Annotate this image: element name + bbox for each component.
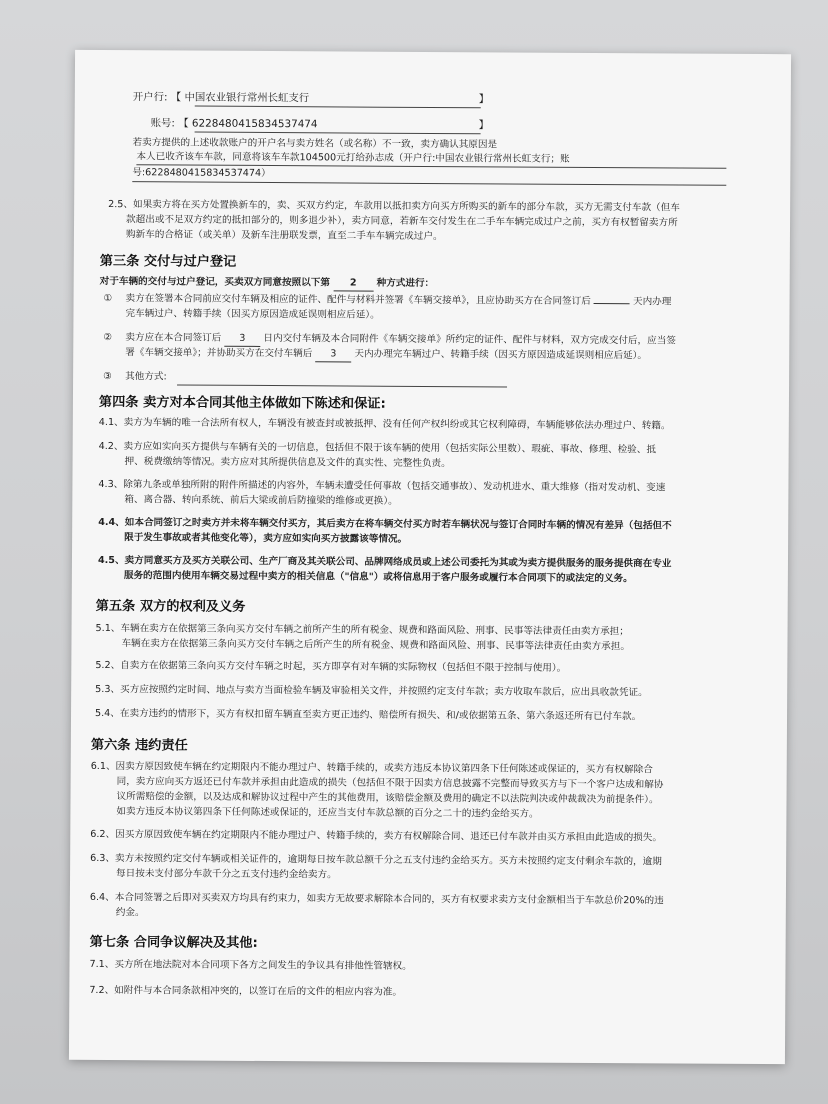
section-3-intro	[100, 275, 435, 292]
bank-note-underline-2	[132, 181, 726, 186]
section-3-intro-a: 对于车辆的交付与过户登记，买卖双方同意按照以下第	[99, 275, 330, 289]
option-2-transfer-days: 3	[315, 347, 351, 362]
option-2-text-c: 署《车辆交接单》；并协助买方在交付车辆后	[125, 347, 313, 360]
option-2-line-2	[125, 346, 647, 364]
section-3-heading: 第三条 交付与过户登记	[99, 253, 237, 270]
option-3-blank	[177, 384, 507, 387]
clause-5-2: 5.2、自卖方在依据第三条向买方交付车辆之时起，买方即享有对车辆的实际物权（包括但不限于控制与使用）。	[95, 659, 567, 674]
clause-6-1-line-4: 如卖方违反本协议第四条下任何陈述或保证的，还应当支付车款总额的百分之二十的违约金给买方。	[116, 806, 539, 820]
bank-note-1: 若卖方提供的上述收款账户的开户名与卖方姓名（或名称）不一致，卖方确认其原因是	[132, 137, 498, 151]
clause-6-1-line-3: 议所需赔偿的金额，以及达成和解协议过程中产生的其他费用，该赔偿金额及费用的确定不以法院判决或仲裁裁决为前提条件）。	[116, 791, 659, 806]
clause-7-1: 7.1、买方所在地法院对本合同项下各方之间发生的争议具有排他性管辖权。	[89, 958, 412, 972]
bank-account-line	[151, 116, 318, 131]
clause-4-3-line-1: 4.3、除第九条或单独所附的附件所描述的内容外，车辆未遭受任何事故（包括交通事故）、发动机进水、重大维修（指对发动机、变速	[98, 478, 666, 494]
option-2-text-b: 日内交付车辆及本合同附件《车辆交接单》所约定的证件、配件与材料，双方完成交付后，应当签	[263, 332, 676, 347]
bank-branch-line	[133, 90, 309, 105]
option-1-text-b: 天内办理	[632, 296, 672, 308]
bank-branch-close: 】	[478, 93, 490, 106]
option-2-text-a: 卖方应在本合同签订后	[125, 332, 222, 344]
clause-5-3: 5.3、买方应按照约定时间、地点与卖方当面检验车辆及审验相关文件，并按照约定支付车款；卖方收取车款后，应出具收款凭证。	[95, 683, 648, 699]
clause-4-4-line-2: 限于发生事故或者其他变化等），卖方应如实向买方披露该等情况。	[124, 532, 408, 545]
clause-6-1-line-2: 同，卖方应向买方返还已付车款并承担由此造成的损失（包括但不限于因卖方信息披露不完整而导致买方与下一个客户达成和解协	[116, 776, 664, 791]
option-1-mark: ①	[103, 293, 113, 305]
section-3-intro-b: 种方式进行：	[376, 277, 435, 290]
clause-4-1: 4.1、卖方为车辆的唯一合法所有权人，车辆没有被查封或被抵押、没有任何产权纠纷或其它权利障碍，车辆能够依法办理过户、转籍。	[98, 416, 671, 432]
bank-note-2: 本人已收齐该车车款，同意将该车车款104500元打给孙志成（开户行:中国农业银行常州长虹支行；账	[136, 151, 570, 165]
contract-page	[69, 50, 791, 1064]
clause-4-2-line-2: 押、税费缴纳等情况。卖方应对其所提供信息及文件的真实性、完整性负责。	[124, 456, 451, 470]
clause-6-4-line-1: 6.4、本合同签署之后即对买卖双方均具有约束力，如卖方无故要求解除本合同的，买方有权要求卖方支付金额相当于车款总价20%的违	[89, 891, 664, 907]
clause-2-5-line-3: 购新车的合格证（或关单）及新车注册联发票，直至二手车车辆完成过户。	[125, 229, 443, 243]
clause-4-2-line-1: 4.2、卖方应如实向买方提供与车辆有关的一切信息，包括但不限于该车辆的使用（包括实际公里数）、瑕疵、事故、修理、检验、抵	[98, 440, 657, 456]
option-2-delivery-days: 3	[224, 332, 260, 347]
section-7-heading: 第七条 合同争议解决及其他:	[89, 934, 258, 951]
clause-4-5-line-1: 4.5、卖方同意买方及买方关联公司、生产厂商及其关联公司、品牌网络成员或上述公司委托为其或为卖方提供服务的服务提供商在专业	[97, 554, 672, 570]
option-2-mark: ②	[103, 332, 112, 344]
bank-account-close: 】	[478, 119, 490, 132]
clause-4-4-line-1: 4.4、如本合同签订之时卖方并未将车辆交付买方，其后卖方在将车辆交付买方时若车辆状况与签订合同时车辆的情况有差异（包括但不	[98, 516, 672, 532]
clause-2-5-line-2: 款超出或不足双方约定的抵扣部分的，则多退少补），卖方同意，若新车交付发生在二手车车辆完成过户之前，买方有权暂留卖方所	[126, 214, 678, 229]
bank-account-label: 账号: 【	[150, 117, 189, 130]
section-5-heading: 第五条 双方的权利及义务	[95, 598, 246, 615]
clause-7-2: 7.2、如附件与本合同条款相冲突的，以签订在后的文件的相应内容为准。	[89, 984, 403, 998]
section-6-heading: 第六条 违约责任	[90, 737, 188, 754]
bank-account-underline	[195, 132, 481, 135]
section-3-method-number: 2	[333, 276, 373, 291]
option-1-text-a: 卖方在签署本合同前应交付车辆及相应的证件、配件与材料并签署《车辆交接单》，且应协助买方在合同签订后	[125, 293, 591, 307]
bank-branch-label: 开户行: 【	[132, 91, 182, 104]
bank-note-3: 号:6228480415834537474）	[132, 167, 271, 180]
clause-4-5-line-2: 服务的范围内使用车辆交易过程中卖方的相关信息（"信息"）或将信息用于客户服务或履行本合同项下的或法定的义务。	[123, 570, 633, 585]
clause-6-3-line-1: 6.3、卖方未按照约定交付车辆或相关证件的，逾期每日按车款总额千分之五支付违约金给买方。买方未按照约定支付剩余车款的，逾期	[90, 852, 662, 868]
clause-5-4: 5.4、在卖方违约的情形下，买方有权扣留车辆直至卖方更正违约、赔偿所有损失、和/或依据第五条、第六条返还所有已付车款。	[95, 707, 642, 723]
option-1-days-blank	[594, 303, 630, 304]
clause-6-1-line-1: 6.1、因卖方原因致使车辆在约定期限内不能办理过户、转籍手续的，或卖方违反本协议第四条下任何陈述或保证的，买方有权解除合	[90, 760, 653, 776]
option-3-text: 其他方式:	[125, 371, 167, 383]
option-1-line-2: 完车辆过户、转籍手续（因买方原因造成延误则相应后延）。	[125, 308, 380, 321]
bank-branch-underline	[195, 106, 481, 109]
clause-5-1-line-2: 车辆在卖方在依据第三条向买方交付车辆之后所产生的所有税金、规费和路面风险、刑事、民事等法律责任由卖方承担。	[121, 638, 630, 653]
bank-branch-value: 中国农业银行常州长虹支行	[184, 91, 310, 105]
clause-5-1-line-1: 5.1、车辆在卖方在依据第三条向买方交付车辆之前所产生的所有税金、规费和路面风险、刑事、民事等法律责任由卖方承担；	[95, 622, 629, 638]
option-3-mark: ③	[103, 370, 112, 383]
clause-6-4-line-2: 约金。	[115, 907, 145, 919]
clause-6-3-line-2: 每日按未支付部分车款千分之五支付违约金给卖方。	[116, 868, 337, 881]
option-2-text-d: 天内办理完车辆过户、转籍手续（因买方原因造成延误则相应后延）。	[354, 348, 648, 362]
clause-2-5-line-1: 2.5、如果卖方将在买方处置换新车的，卖、买双方约定，车款用以抵扣卖方向买方所购买的新车的部分车款，买方无需支付车款（但车	[108, 199, 680, 214]
bank-account-value: 6228480415834537474	[191, 117, 318, 131]
section-4-heading: 第四条 卖方对本合同其他主体做如下陈述和保证:	[98, 394, 386, 412]
clause-6-2: 6.2、因买方原因致使车辆在约定期限内不能办理过户、转籍手续的，卖方有权解除合同、退还已付车款并由买方承担由此造成的损失。	[90, 828, 663, 844]
clause-4-3-line-2: 箱、离合器、转向系统、前后大梁或前后防撞梁的维修或更换）。	[124, 494, 398, 507]
